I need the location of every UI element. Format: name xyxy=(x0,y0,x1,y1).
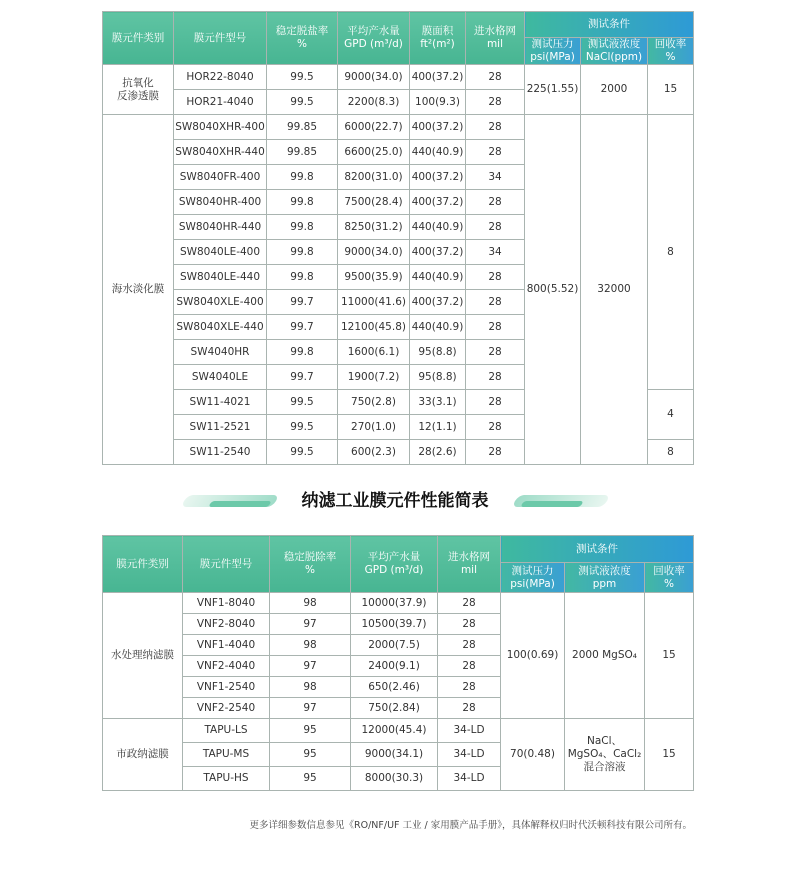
model-cell: TAPU-LS xyxy=(183,719,270,743)
flow-cell: 11000(41.6) xyxy=(338,290,410,315)
recovery-cell: 15 xyxy=(648,65,694,115)
area-cell: 400(37.2) xyxy=(410,65,466,90)
spacer-cell: 28 xyxy=(466,265,525,290)
pressure-cell: 225(1.55) xyxy=(525,65,581,115)
recovery-cell: 15 xyxy=(645,719,694,791)
rejection-cell: 99.5 xyxy=(267,65,338,90)
flow-cell: 600(2.3) xyxy=(338,440,410,465)
concentration-cell: 2000 MgSO₄ xyxy=(565,593,645,719)
spacer-cell: 28 xyxy=(466,340,525,365)
spacer-cell: 28 xyxy=(438,635,501,656)
area-cell: 33(3.1) xyxy=(410,390,466,415)
rejection-cell: 99.7 xyxy=(267,315,338,340)
area-cell: 440(40.9) xyxy=(410,140,466,165)
model-cell: HOR21-4040 xyxy=(174,90,267,115)
flow-cell: 9500(35.9) xyxy=(338,265,410,290)
category-cell: 海水淡化膜 xyxy=(103,115,174,465)
model-cell: SW11-2521 xyxy=(174,415,267,440)
area-cell: 400(37.2) xyxy=(410,290,466,315)
flow-cell: 750(2.8) xyxy=(338,390,410,415)
flow-cell: 10500(39.7) xyxy=(351,614,438,635)
spacer-cell: 34-LD xyxy=(438,719,501,743)
spacer-cell: 34-LD xyxy=(438,767,501,791)
flow-cell: 9000(34.0) xyxy=(338,240,410,265)
rejection-cell: 98 xyxy=(270,677,351,698)
flow-cell: 9000(34.1) xyxy=(351,743,438,767)
area-cell: 28(2.6) xyxy=(410,440,466,465)
col-spacer: 进水格网 mil xyxy=(466,12,525,65)
model-cell: VNF1-4040 xyxy=(183,635,270,656)
flow-cell: 2200(8.3) xyxy=(338,90,410,115)
rejection-cell: 97 xyxy=(270,656,351,677)
rejection-cell: 99.8 xyxy=(267,340,338,365)
model-cell: VNF2-2540 xyxy=(183,698,270,719)
model-cell: SW8040FR-400 xyxy=(174,165,267,190)
area-cell: 95(8.8) xyxy=(410,365,466,390)
rejection-cell: 99.5 xyxy=(267,415,338,440)
col-flow: 平均产水量 GPD (m³/d) xyxy=(338,12,410,65)
category-cell: 抗氧化 反渗透膜 xyxy=(103,65,174,115)
rejection-cell: 98 xyxy=(270,593,351,614)
model-cell: TAPU-MS xyxy=(183,743,270,767)
recovery-cell: 15 xyxy=(645,593,694,719)
recovery-cell: 8 xyxy=(648,440,694,465)
rejection-cell: 99.5 xyxy=(267,440,338,465)
spacer-cell: 28 xyxy=(438,593,501,614)
rejection-cell: 99.5 xyxy=(267,90,338,115)
area-cell: 95(8.8) xyxy=(410,340,466,365)
col-concentration: 测试液浓度 ppm xyxy=(565,563,645,593)
area-cell: 440(40.9) xyxy=(410,315,466,340)
spacer-cell: 28 xyxy=(438,698,501,719)
rejection-cell: 99.5 xyxy=(267,390,338,415)
flow-cell: 12000(45.4) xyxy=(351,719,438,743)
rejection-cell: 97 xyxy=(270,614,351,635)
col-pressure: 测试压力 psi(MPa) xyxy=(501,563,565,593)
area-cell: 400(37.2) xyxy=(410,115,466,140)
model-cell: VNF1-8040 xyxy=(183,593,270,614)
rejection-cell: 99.7 xyxy=(267,365,338,390)
pressure-cell: 70(0.48) xyxy=(501,719,565,791)
section-title: 纳滤工业膜元件性能简表 xyxy=(301,491,489,511)
spacer-cell: 34-LD xyxy=(438,743,501,767)
pressure-cell: 100(0.69) xyxy=(501,593,565,719)
rejection-cell: 99.85 xyxy=(267,115,338,140)
col-rejection: 稳定脱除率 % xyxy=(270,536,351,593)
model-cell: SW8040XHR-400 xyxy=(174,115,267,140)
flow-cell: 2000(7.5) xyxy=(351,635,438,656)
rejection-cell: 98 xyxy=(270,635,351,656)
col-area: 膜面积 ft²(m²) xyxy=(410,12,466,65)
flow-cell: 12100(45.8) xyxy=(338,315,410,340)
footnote: 更多详细参数信息参见《RO/NF/UF 工业 / 家用膜产品手册》，具体解释权归时代沃顿科技有限公司所有。 xyxy=(249,820,692,831)
rejection-cell: 95 xyxy=(270,719,351,743)
spacer-cell: 28 xyxy=(466,90,525,115)
spacer-cell: 28 xyxy=(438,614,501,635)
model-cell: VNF2-4040 xyxy=(183,656,270,677)
section-title-bar xyxy=(0,488,790,514)
nf-spec-table xyxy=(102,535,694,791)
spacer-cell: 28 xyxy=(438,656,501,677)
spacer-cell: 28 xyxy=(466,215,525,240)
flow-cell: 270(1.0) xyxy=(338,415,410,440)
col-model: 膜元件型号 xyxy=(174,12,267,65)
pressure-cell: 800(5.52) xyxy=(525,115,581,465)
flow-cell: 9000(34.0) xyxy=(338,65,410,90)
col-recovery: 回收率 % xyxy=(648,38,694,65)
spacer-cell: 28 xyxy=(466,140,525,165)
spacer-cell: 28 xyxy=(466,290,525,315)
flow-cell: 10000(37.9) xyxy=(351,593,438,614)
category-cell: 市政纳滤膜 xyxy=(103,719,183,791)
spacer-cell: 28 xyxy=(466,390,525,415)
rejection-cell: 99.8 xyxy=(267,165,338,190)
concentration-cell: 2000 xyxy=(581,65,648,115)
model-cell: SW8040LE-440 xyxy=(174,265,267,290)
flow-cell: 6000(22.7) xyxy=(338,115,410,140)
spacer-cell: 28 xyxy=(466,415,525,440)
model-cell: SW11-2540 xyxy=(174,440,267,465)
flow-cell: 8000(30.3) xyxy=(351,767,438,791)
spacer-cell: 28 xyxy=(466,190,525,215)
model-cell: SW4040LE xyxy=(174,365,267,390)
flow-cell: 1900(7.2) xyxy=(338,365,410,390)
model-cell: HOR22-8040 xyxy=(174,65,267,90)
spacer-cell: 28 xyxy=(438,677,501,698)
table-row xyxy=(103,65,694,90)
flow-cell: 750(2.84) xyxy=(351,698,438,719)
area-cell: 440(40.9) xyxy=(410,215,466,240)
col-test-conditions: 测试条件 xyxy=(525,12,694,38)
spacer-cell: 28 xyxy=(466,440,525,465)
col-model: 膜元件型号 xyxy=(183,536,270,593)
model-cell: TAPU-HS xyxy=(183,767,270,791)
concentration-cell: 32000 xyxy=(581,115,648,465)
spacer-cell: 28 xyxy=(466,315,525,340)
area-cell: 440(40.9) xyxy=(410,265,466,290)
rejection-cell: 99.8 xyxy=(267,190,338,215)
recovery-cell: 8 xyxy=(648,115,694,390)
model-cell: SW8040HR-400 xyxy=(174,190,267,215)
area-cell: 400(37.2) xyxy=(410,190,466,215)
concentration-cell: NaCl、 MgSO₄、CaCl₂ 混合溶液 xyxy=(565,719,645,791)
rejection-cell: 97 xyxy=(270,698,351,719)
rejection-cell: 99.7 xyxy=(267,290,338,315)
col-category: 膜元件类别 xyxy=(103,536,183,593)
model-cell: SW8040XHR-440 xyxy=(174,140,267,165)
spacer-cell: 34 xyxy=(466,165,525,190)
table-row xyxy=(103,593,694,614)
rejection-cell: 99.8 xyxy=(267,265,338,290)
col-flow: 平均产水量 GPD (m³/d) xyxy=(351,536,438,593)
flow-cell: 8200(31.0) xyxy=(338,165,410,190)
flow-cell: 7500(28.4) xyxy=(338,190,410,215)
model-cell: VNF1-2540 xyxy=(183,677,270,698)
model-cell: SW4040HR xyxy=(174,340,267,365)
rejection-cell: 99.85 xyxy=(267,140,338,165)
area-cell: 100(9.3) xyxy=(410,90,466,115)
model-cell: SW8040XLE-400 xyxy=(174,290,267,315)
flow-cell: 1600(6.1) xyxy=(338,340,410,365)
recovery-cell: 4 xyxy=(648,390,694,440)
col-test-conditions: 测试条件 xyxy=(501,536,694,563)
category-cell: 水处理纳滤膜 xyxy=(103,593,183,719)
col-pressure: 测试压力 psi(MPa) xyxy=(525,38,581,65)
model-cell: SW8040XLE-440 xyxy=(174,315,267,340)
spacer-cell: 28 xyxy=(466,115,525,140)
model-cell: VNF2-8040 xyxy=(183,614,270,635)
rejection-cell: 99.8 xyxy=(267,215,338,240)
spacer-cell: 34 xyxy=(466,240,525,265)
model-cell: SW8040HR-440 xyxy=(174,215,267,240)
flow-cell: 6600(25.0) xyxy=(338,140,410,165)
col-rejection: 稳定脱盐率 % xyxy=(267,12,338,65)
model-cell: SW11-4021 xyxy=(174,390,267,415)
table-row xyxy=(103,115,694,140)
col-category: 膜元件类别 xyxy=(103,12,174,65)
area-cell: 12(1.1) xyxy=(410,415,466,440)
area-cell: 400(37.2) xyxy=(410,240,466,265)
area-cell: 400(37.2) xyxy=(410,165,466,190)
spacer-cell: 28 xyxy=(466,365,525,390)
col-recovery: 回收率 % xyxy=(645,563,694,593)
ro-spec-table xyxy=(102,11,694,465)
flow-cell: 2400(9.1) xyxy=(351,656,438,677)
spacer-cell: 28 xyxy=(466,65,525,90)
col-concentration: 测试液浓度 NaCl(ppm) xyxy=(581,38,648,65)
model-cell: SW8040LE-400 xyxy=(174,240,267,265)
flow-cell: 650(2.46) xyxy=(351,677,438,698)
flow-cell: 8250(31.2) xyxy=(338,215,410,240)
table-row xyxy=(103,719,694,743)
rejection-cell: 95 xyxy=(270,743,351,767)
rejection-cell: 99.8 xyxy=(267,240,338,265)
rejection-cell: 95 xyxy=(270,767,351,791)
col-spacer: 进水格网 mil xyxy=(438,536,501,593)
